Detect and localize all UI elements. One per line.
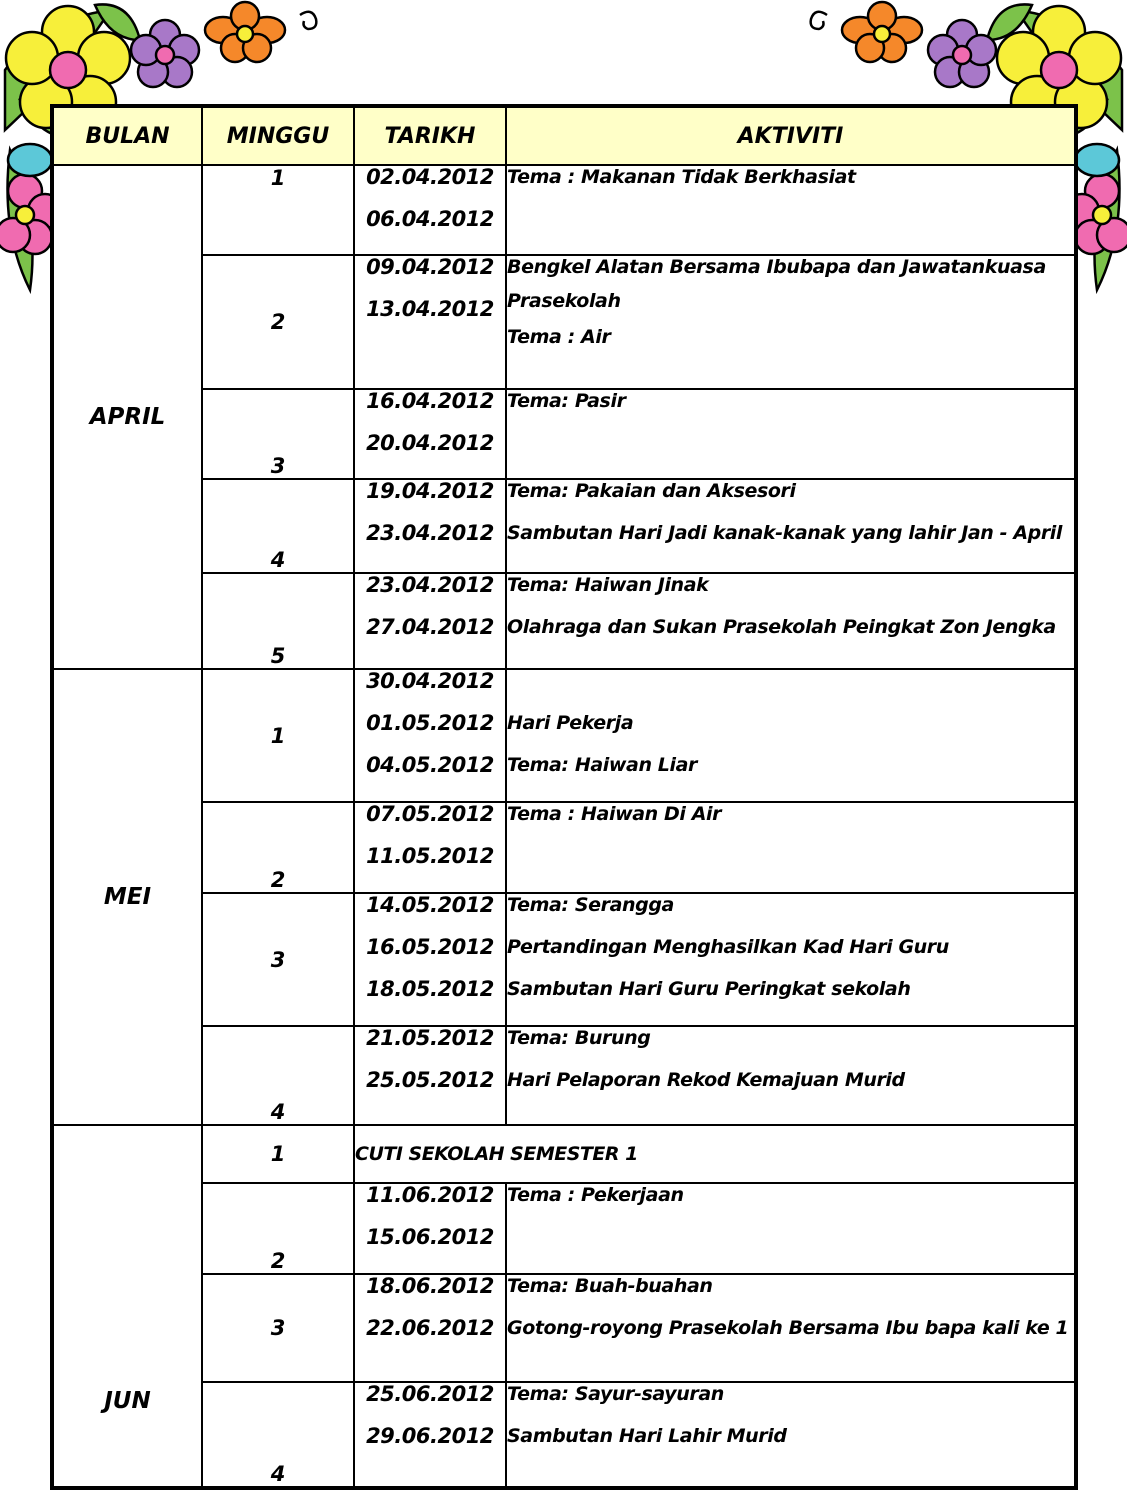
table-row [52,479,1076,573]
header-bulan: BULAN [52,106,202,165]
date: 06.04.2012 [366,207,494,231]
date: 25.06.2012 [366,1382,494,1406]
week-number: 2 [202,802,354,893]
date-cell [354,389,506,479]
date: 09.04.2012 [366,255,494,279]
table-row [52,389,1076,479]
date-cell [354,255,506,389]
month-mei: MEI [52,669,202,1125]
table-row [52,1382,1076,1488]
table-row [52,165,1076,255]
date: 25.05.2012 [366,1068,494,1092]
week-number: 3 [202,893,354,1026]
table-row [52,1274,1076,1382]
date: 30.04.2012 [366,669,494,693]
activity: Tema: Haiwan Liar [507,754,697,776]
date: 18.06.2012 [366,1274,494,1298]
date-cell [354,1183,506,1274]
week-number: 3 [202,1274,354,1382]
activity-cell [506,802,1076,893]
date: 27.04.2012 [366,615,494,639]
week-number: 4 [202,1026,354,1125]
week-number: 2 [202,255,354,389]
date: 13.04.2012 [366,297,494,321]
activity-cell [506,1382,1076,1488]
table-row [52,802,1076,893]
activity: Tema : Pekerjaan [507,1184,684,1206]
activity: Tema: Sayur-sayuran [507,1383,724,1405]
activity: Tema: Burung [507,1027,651,1049]
date: 29.06.2012 [366,1424,494,1448]
activity: Tema: Pasir [507,390,626,412]
activity [507,670,1074,712]
date: 20.04.2012 [366,431,494,455]
activity: Hari Pelaporan Rekod Kemajuan Murid [507,1069,905,1091]
activity: Sambutan Hari Jadi kanak-kanak yang lahir Jan - April [507,522,1063,544]
activity: Tema : Air [507,326,611,348]
date: 14.05.2012 [366,893,494,917]
activity: Tema : Makanan Tidak Berkhasiat [507,166,856,188]
week-number: 3 [202,389,354,479]
date: 21.05.2012 [366,1026,494,1050]
week-number: 1 [202,1125,354,1183]
activity: Gotong-royong Prasekolah Bersama Ibu bapa kali ke 1 [507,1317,1069,1339]
activity-cell [506,165,1076,255]
date-cell [354,573,506,669]
activity-cell [506,669,1076,802]
date-cell [354,479,506,573]
table-row [52,1026,1076,1125]
week-number: 4 [202,1382,354,1488]
date: 02.04.2012 [366,165,494,189]
date: 19.04.2012 [366,479,494,503]
school-holiday: CUTI SEKOLAH SEMESTER 1 [354,1125,1076,1183]
activity-cell [506,1183,1076,1274]
date: 07.05.2012 [366,802,494,826]
date: 23.04.2012 [366,573,494,597]
date-cell [354,669,506,802]
date: 18.05.2012 [366,977,494,1001]
activity: Pertandingan Menghasilkan Kad Hari Guru [507,936,949,958]
week-number: 5 [202,573,354,669]
table-row [52,573,1076,669]
month-april: APRIL [52,165,202,669]
date-cell [354,1026,506,1125]
schedule-table [50,104,1078,1490]
header-aktiviti: AKTIVITI [506,106,1076,165]
date: 23.04.2012 [366,521,494,545]
activity-cell [506,255,1076,389]
date: 22.06.2012 [366,1316,494,1340]
week-number: 4 [202,479,354,573]
date: 01.05.2012 [366,711,494,735]
activity: Tema : Haiwan Di Air [507,803,722,825]
date: 11.05.2012 [366,844,494,868]
activity: Tema: Pakaian dan Aksesori [507,480,796,502]
date: 16.04.2012 [366,389,494,413]
date: 04.05.2012 [366,753,494,777]
activity: Tema: Haiwan Jinak [507,574,709,596]
date: 11.06.2012 [366,1183,494,1207]
date-cell [354,1382,506,1488]
activity: Tema: Serangga [507,894,674,916]
week-number: 1 [202,669,354,802]
activity: Sambutan Hari Lahir Murid [507,1425,787,1447]
month-jun [52,1125,202,1488]
week-number: 1 [202,165,354,255]
header-minggu: MINGGU [202,106,354,165]
month-jun-label: JUN [104,1388,151,1414]
activity-cell [506,1274,1076,1382]
date: 15.06.2012 [366,1225,494,1249]
activity-cell [506,389,1076,479]
activity-cell [506,893,1076,1026]
activity: Hari Pekerja [507,712,634,734]
activity: Sambutan Hari Guru Peringkat sekolah [507,978,911,1000]
table-row [52,255,1076,389]
activity-cell [506,573,1076,669]
table-row [52,669,1076,802]
header-row [52,106,1076,165]
table-row [52,1183,1076,1274]
activity-cell [506,1026,1076,1125]
table-row [52,1125,1076,1183]
date-cell [354,893,506,1026]
date-cell [354,165,506,255]
date: 16.05.2012 [366,935,494,959]
activity-cell [506,479,1076,573]
date-cell [354,802,506,893]
table-row [52,893,1076,1026]
header-tarikh: TARIKH [354,106,506,165]
activity: Tema: Buah-buahan [507,1275,713,1297]
activity: Olahraga dan Sukan Prasekolah Peingkat Zon Jengka [507,616,1056,638]
activity: Bengkel Alatan Bersama Ibubapa dan Jawatankuasa Prasekolah [507,256,1046,312]
week-number: 2 [202,1183,354,1274]
date-cell [354,1274,506,1382]
